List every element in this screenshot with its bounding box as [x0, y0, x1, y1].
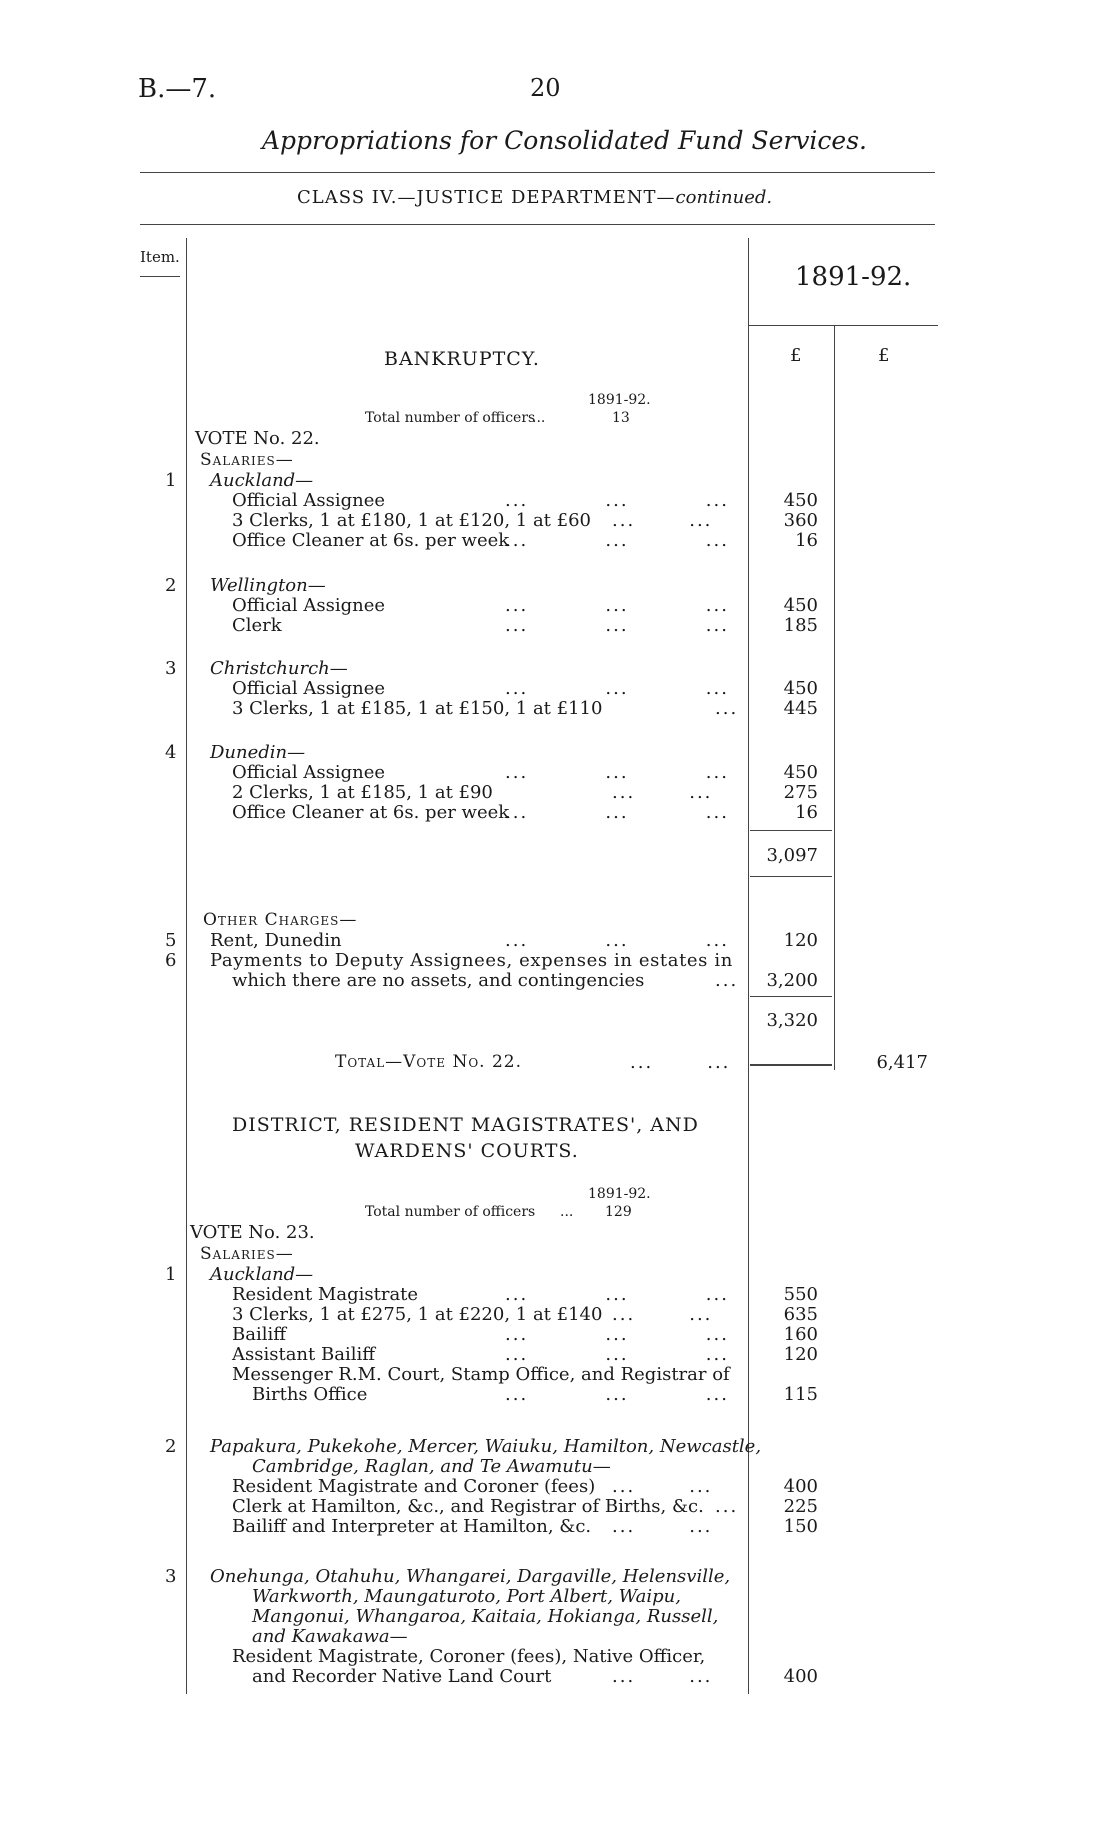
- item-number: 3: [165, 658, 177, 679]
- item-number: 4: [165, 742, 177, 763]
- other-charges-heading: Other Charges—: [203, 910, 358, 930]
- line-item: Rent, Dunedin: [210, 930, 342, 951]
- line-amount: 400: [783, 1476, 818, 1497]
- leader-dots: ... ...: [612, 782, 713, 803]
- leader-dots: ... ... ...: [505, 490, 729, 511]
- place-heading: Dunedin—: [210, 742, 306, 763]
- line-item: Bailiff: [232, 1324, 287, 1345]
- line-amount: 115: [783, 1384, 818, 1405]
- leader-dots: ... ... ...: [505, 1384, 729, 1405]
- leader-dots: ... ... ...: [505, 762, 729, 783]
- other-charges-subtotal: 3,320: [766, 1010, 818, 1031]
- pound-column-divider: [834, 325, 835, 1070]
- leader-dots: ... ... ...: [505, 530, 729, 551]
- leader-dots: ... ... ...: [505, 930, 729, 951]
- total-rule: [750, 1064, 832, 1066]
- title-rule: [140, 172, 935, 173]
- line-amount: 120: [783, 1344, 818, 1365]
- class-heading: CLASS IV.—JUSTICE DEPARTMENT—continued.: [297, 187, 773, 208]
- item-number: 2: [165, 575, 177, 596]
- item-number: 2: [165, 1436, 177, 1457]
- line-amount: 3,200: [766, 970, 818, 991]
- year-header-rule: [748, 325, 938, 326]
- place-heading-continuation: and Kawakawa—: [252, 1626, 408, 1647]
- item-header-rule: [140, 276, 180, 277]
- leader-dots: ... ...: [612, 1476, 713, 1497]
- line-item: Resident Magistrate and Coroner (fees): [232, 1476, 596, 1497]
- place-heading: Papakura, Pukekohe, Mercer, Waiuku, Hamilton, Newcastle,: [210, 1436, 762, 1457]
- line-item: Resident Magistrate, Coroner (fees), Native Officer,: [232, 1646, 706, 1667]
- line-item: Messenger R.M. Court, Stamp Office, and Registrar of: [232, 1364, 730, 1385]
- line-item: 3 Clerks, 1 at £275, 1 at £220, 1 at £140: [232, 1304, 603, 1325]
- line-item: Official Assignee: [232, 762, 385, 783]
- line-item: Resident Magistrate: [232, 1284, 419, 1305]
- line-amount: 120: [783, 930, 818, 951]
- salaries-heading: Salaries—: [200, 450, 294, 470]
- officers-label: Total number of officers: [365, 410, 536, 426]
- leader-dots: ... ... ...: [505, 1284, 729, 1305]
- line-item: Clerk: [232, 615, 282, 636]
- item-number: 5: [165, 930, 177, 951]
- line-amount: 445: [783, 698, 818, 719]
- officers-count: 129: [605, 1204, 632, 1220]
- place-heading: Auckland—: [210, 470, 314, 491]
- officers-dots: ...: [532, 410, 546, 426]
- line-item-continuation: and Recorder Native Land Court: [252, 1666, 552, 1687]
- line-item: Official Assignee: [232, 595, 385, 616]
- line-amount: 16: [795, 530, 818, 551]
- line-item: Official Assignee: [232, 678, 385, 699]
- leader-dots: ... ...: [612, 510, 713, 531]
- line-item-continuation: which there are no assets, and contingencies: [232, 970, 645, 991]
- subtotal-rule: [750, 830, 832, 831]
- vote-number: VOTE No. 22.: [195, 428, 320, 449]
- leader-dots: ... ... ...: [505, 1344, 729, 1365]
- vote-total-amount: 6,417: [876, 1052, 928, 1073]
- officers-dots: ...: [560, 1204, 574, 1220]
- vote-total-label: Total—Vote No. 22.: [335, 1052, 522, 1072]
- line-item: Office Cleaner at 6s. per week: [232, 530, 510, 551]
- line-item: Official Assignee: [232, 490, 385, 511]
- section-heading-district: DISTRICT, RESIDENT MAGISTRATES', AND: [232, 1114, 699, 1136]
- officers-year: 1891-92.: [588, 392, 651, 408]
- place-heading-continuation: Cambridge, Raglan, and Te Awamutu—: [252, 1456, 611, 1477]
- item-column-divider: [186, 238, 187, 1694]
- line-item: 2 Clerks, 1 at £185, 1 at £90: [232, 782, 493, 803]
- salaries-subtotal: 3,097: [766, 845, 818, 866]
- class-heading-continued: continued.: [675, 187, 773, 208]
- line-amount: 450: [783, 595, 818, 616]
- leader-dots: ...: [715, 970, 739, 991]
- line-item: Payments to Deputy Assignees, expenses in estates in: [210, 950, 733, 971]
- officers-year: 1891-92.: [588, 1186, 651, 1202]
- place-heading: Christchurch—: [210, 658, 348, 679]
- leader-dots: ... ... ...: [505, 595, 729, 616]
- subtotal-rule: [750, 996, 832, 997]
- page-number: 20: [530, 74, 561, 102]
- line-item: Office Cleaner at 6s. per week: [232, 802, 510, 823]
- line-amount: 450: [783, 678, 818, 699]
- line-amount: 550: [783, 1284, 818, 1305]
- line-item: 3 Clerks, 1 at £180, 1 at £120, 1 at £60: [232, 510, 591, 531]
- line-amount: 275: [783, 782, 818, 803]
- leader-dots: ... ...: [630, 1052, 731, 1073]
- item-number: 1: [165, 470, 177, 491]
- place-heading: Wellington—: [210, 575, 326, 596]
- line-amount: 150: [783, 1516, 818, 1537]
- line-item: 3 Clerks, 1 at £185, 1 at £150, 1 at £110: [232, 698, 603, 719]
- pound-sign-col2: £: [878, 345, 890, 366]
- leader-dots: ... ... ...: [505, 678, 729, 699]
- line-amount: 185: [783, 615, 818, 636]
- amount-column-divider: [748, 238, 749, 1694]
- place-heading-continuation: Warkworth, Maungaturoto, Port Albert, Waipu,: [252, 1586, 681, 1607]
- leader-dots: ... ...: [612, 1516, 713, 1537]
- line-amount: 450: [783, 490, 818, 511]
- vote-number: VOTE No. 23.: [190, 1222, 315, 1243]
- place-heading-continuation: Mangonui, Whangaroa, Kaitaia, Hokianga, Russell,: [252, 1606, 719, 1627]
- officers-count: 13: [612, 410, 630, 426]
- salaries-heading: Salaries—: [200, 1244, 294, 1264]
- table-top-rule: [140, 224, 935, 225]
- line-amount: 16: [795, 802, 818, 823]
- leader-dots: ...: [715, 698, 739, 719]
- leader-dots: ... ...: [612, 1666, 713, 1687]
- leader-dots: ... ... ...: [505, 615, 729, 636]
- subtotal-rule: [750, 876, 832, 877]
- leader-dots: ... ... ...: [505, 802, 729, 823]
- item-number: 3: [165, 1566, 177, 1587]
- item-number: 6: [165, 950, 177, 971]
- item-column-header: Item.: [140, 248, 180, 266]
- line-item-continuation: Births Office: [252, 1384, 368, 1405]
- leader-dots: ... ...: [612, 1304, 713, 1325]
- line-item: Clerk at Hamilton, &c., and Registrar of Births, &c.: [232, 1496, 704, 1517]
- line-item: Bailiff and Interpreter at Hamilton, &c.: [232, 1516, 592, 1537]
- line-amount: 450: [783, 762, 818, 783]
- place-heading: Onehunga, Otahuhu, Whangarei, Dargaville, Helensville,: [210, 1566, 731, 1587]
- line-amount: 635: [783, 1304, 818, 1325]
- item-number: 1: [165, 1264, 177, 1285]
- document-reference: B.—7.: [138, 74, 217, 104]
- leader-dots: ...: [715, 1496, 739, 1517]
- line-amount: 360: [783, 510, 818, 531]
- officers-label: Total number of officers: [365, 1204, 536, 1220]
- section-heading-bankruptcy: BANKRUPTCY.: [384, 348, 540, 370]
- section-heading-district-line2: WARDENS' COURTS.: [355, 1140, 579, 1162]
- pound-sign-col1: £: [790, 345, 802, 366]
- line-amount: 400: [783, 1666, 818, 1687]
- line-amount: 225: [783, 1496, 818, 1517]
- place-heading: Auckland—: [210, 1264, 314, 1285]
- page-title: Appropriations for Consolidated Fund Services.: [262, 126, 868, 155]
- line-item: Assistant Bailiff: [232, 1344, 375, 1365]
- year-column-header: 1891-92.: [795, 262, 912, 292]
- line-amount: 160: [783, 1324, 818, 1345]
- leader-dots: ... ... ...: [505, 1324, 729, 1345]
